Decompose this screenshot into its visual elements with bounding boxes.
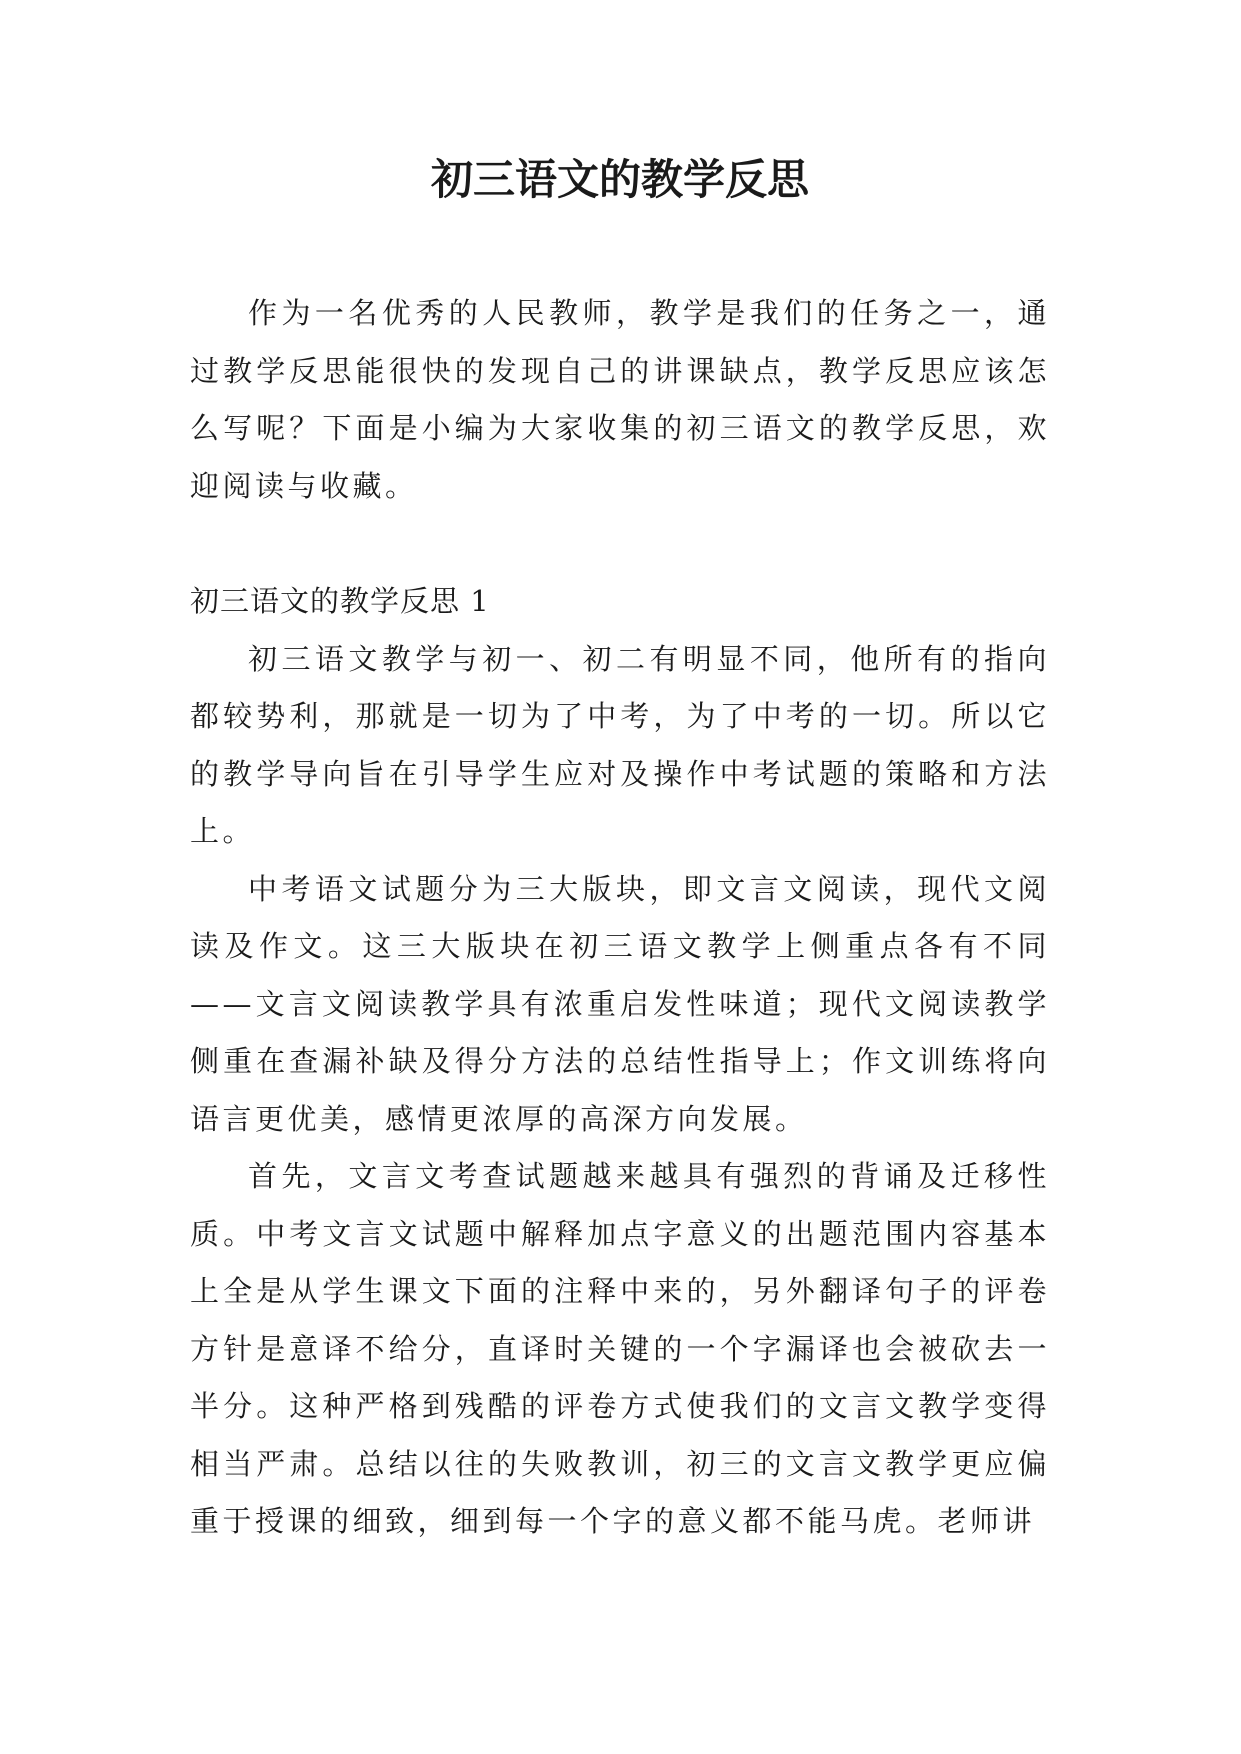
document-body	[190, 285, 1050, 1551]
body-paragraph: 中考语文试题分为三大版块，即文言文阅读，现代文阅读及作文。这三大版块在初三语文教学上侧重点各有不同——文言文阅读教学具有浓重启发性味道；现代文阅读教学侧重在查漏补缺及得分方法的总结性指导上；作文训练将向语言更优美，感情更浓厚的高深方向发展。	[190, 871, 1050, 1136]
section-heading: 初三语文的教学反思 1	[190, 584, 490, 618]
document-title: 初三语文的教学反思	[430, 155, 809, 204]
body-paragraph: 首先，文言文考查试题越来越具有强烈的背诵及迁移性质。中考文言文试题中解释加点字意义的出题范围内容基本上全是从学生课文下面的注释中来的，另外翻译句子的评卷方针是意译不给分，直译时关键的一个字漏译也会被砍去一半分。这种严格到残酷的评卷方式使我们的文言文教学变得相当严肃。总结以往的失败教训，初三的文言文教学更应偏重于授课的细致，细到每一个字的意义都不能马虎。老师讲	[190, 1159, 1050, 1538]
body-paragraph: 初三语文教学与初一、初二有明显不同，他所有的指向都较势利，那就是一切为了中考，为了中考的一切。所以它的教学导向旨在引导学生应对及操作中考试题的策略和方法上。	[190, 641, 1050, 848]
intro-paragraph: 作为一名优秀的人民教师，教学是我们的任务之一，通过教学反思能很快的发现自己的讲课缺点，教学反思应该怎么写呢？下面是小编为大家收集的初三语文的教学反思，欢迎阅读与收藏。	[190, 296, 1050, 503]
